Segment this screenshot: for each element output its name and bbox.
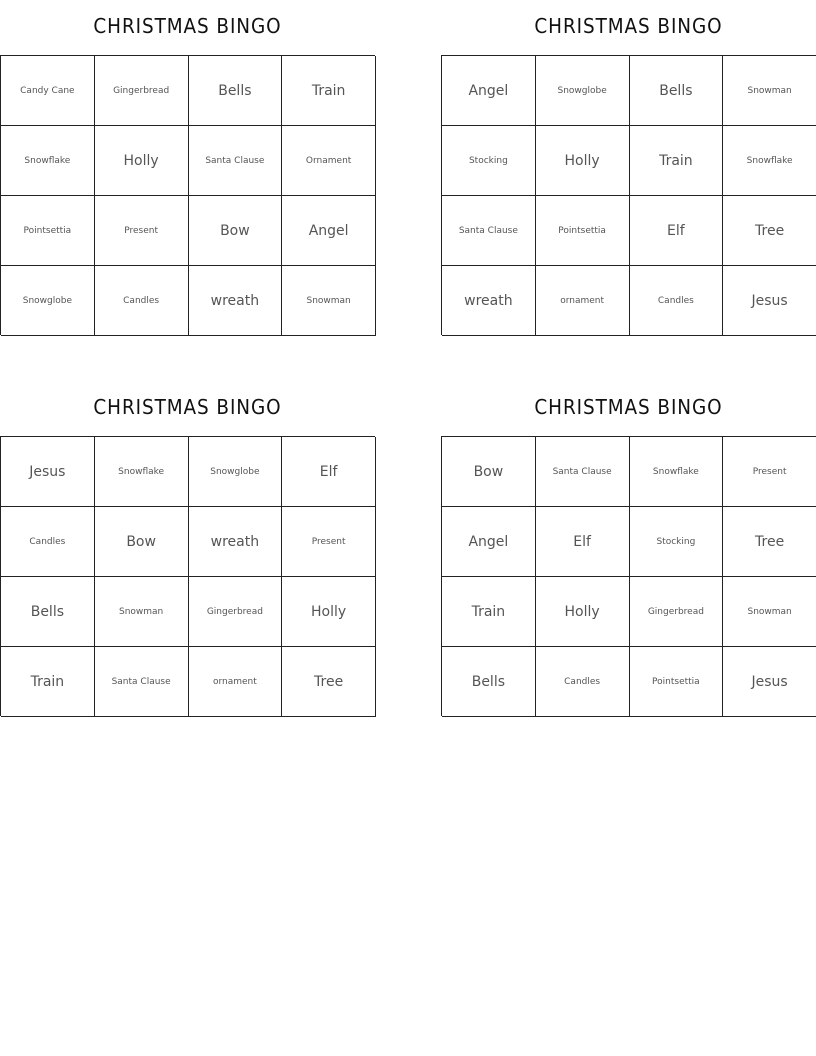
bingo-cell: Snowflake [630, 437, 724, 507]
bingo-cell: wreath [189, 507, 283, 577]
card-title: CHRISTMAS BINGO [534, 14, 723, 38]
bingo-cell: Candy Cane [1, 56, 95, 126]
card-title: CHRISTMAS BINGO [93, 395, 282, 419]
bingo-cell: Present [282, 507, 376, 577]
bingo-cell: Elf [282, 437, 376, 507]
bingo-cell: Pointsettia [1, 196, 95, 266]
bingo-cell: Snowglobe [189, 437, 283, 507]
bingo-cell: Snowman [282, 266, 376, 336]
bingo-cell: Snowflake [723, 126, 816, 196]
card-title: CHRISTMAS BINGO [534, 395, 723, 419]
bingo-cell: Train [282, 56, 376, 126]
bingo-cell: Train [1, 647, 95, 717]
bingo-cell: Stocking [630, 507, 724, 577]
bingo-cell: Santa Clause [95, 647, 189, 717]
bingo-cell: Bow [442, 437, 536, 507]
bingo-cell: Jesus [1, 437, 95, 507]
bingo-cell: Train [630, 126, 724, 196]
bingo-cell: Angel [282, 196, 376, 266]
bingo-grid [0, 436, 375, 716]
bingo-cell: Elf [536, 507, 630, 577]
bingo-cell: Snowglobe [536, 56, 630, 126]
bingo-cell: Present [95, 196, 189, 266]
bingo-cell: Stocking [442, 126, 536, 196]
bingo-cell: Jesus [723, 266, 816, 336]
bingo-grid [441, 436, 816, 716]
bingo-cell: Present [723, 437, 816, 507]
bingo-cell: Tree [723, 507, 816, 577]
bingo-grid [441, 55, 816, 335]
bingo-card-4 [441, 381, 816, 716]
bingo-cell: ornament [536, 266, 630, 336]
bingo-cell: Pointsettia [630, 647, 724, 717]
bingo-cell: Elf [630, 196, 724, 266]
bingo-cell: Tree [723, 196, 816, 266]
bingo-cell: Jesus [723, 647, 816, 717]
bingo-cell: Holly [282, 577, 376, 647]
bingo-cell: Candles [1, 507, 95, 577]
bingo-cell: Gingerbread [189, 577, 283, 647]
bingo-card-2 [441, 0, 816, 335]
bingo-cell: Snowman [723, 56, 816, 126]
bingo-cell: Santa Clause [442, 196, 536, 266]
bingo-cell: Santa Clause [536, 437, 630, 507]
bingo-cell: Tree [282, 647, 376, 717]
bingo-cell: wreath [442, 266, 536, 336]
bingo-card-3 [0, 381, 375, 716]
bingo-cell: Candles [630, 266, 724, 336]
bingo-cell: Holly [536, 126, 630, 196]
bingo-cell: Ornament [282, 126, 376, 196]
bingo-card-1 [0, 0, 375, 335]
bingo-cell: Snowman [95, 577, 189, 647]
bingo-cell: Snowflake [95, 437, 189, 507]
bingo-cell: Bells [1, 577, 95, 647]
bingo-cell: Gingerbread [95, 56, 189, 126]
bingo-cell: Bow [189, 196, 283, 266]
bingo-cell: Candles [95, 266, 189, 336]
bingo-cell: Angel [442, 507, 536, 577]
bingo-cell: Holly [536, 577, 630, 647]
bingo-cell: Angel [442, 56, 536, 126]
bingo-cell: Snowflake [1, 126, 95, 196]
bingo-cell: ornament [189, 647, 283, 717]
bingo-cell: Candles [536, 647, 630, 717]
bingo-cell: Bells [189, 56, 283, 126]
bingo-cell: Gingerbread [630, 577, 724, 647]
bingo-cell: Bow [95, 507, 189, 577]
bingo-cell: Pointsettia [536, 196, 630, 266]
bingo-cell: Santa Clause [189, 126, 283, 196]
bingo-cell: Snowglobe [1, 266, 95, 336]
bingo-cell: Snowman [723, 577, 816, 647]
bingo-grid [0, 55, 375, 335]
bingo-cell: Train [442, 577, 536, 647]
bingo-cell: Bells [442, 647, 536, 717]
card-title: CHRISTMAS BINGO [93, 14, 282, 38]
bingo-cell: Bells [630, 56, 724, 126]
bingo-cell: Holly [95, 126, 189, 196]
bingo-cell: wreath [189, 266, 283, 336]
